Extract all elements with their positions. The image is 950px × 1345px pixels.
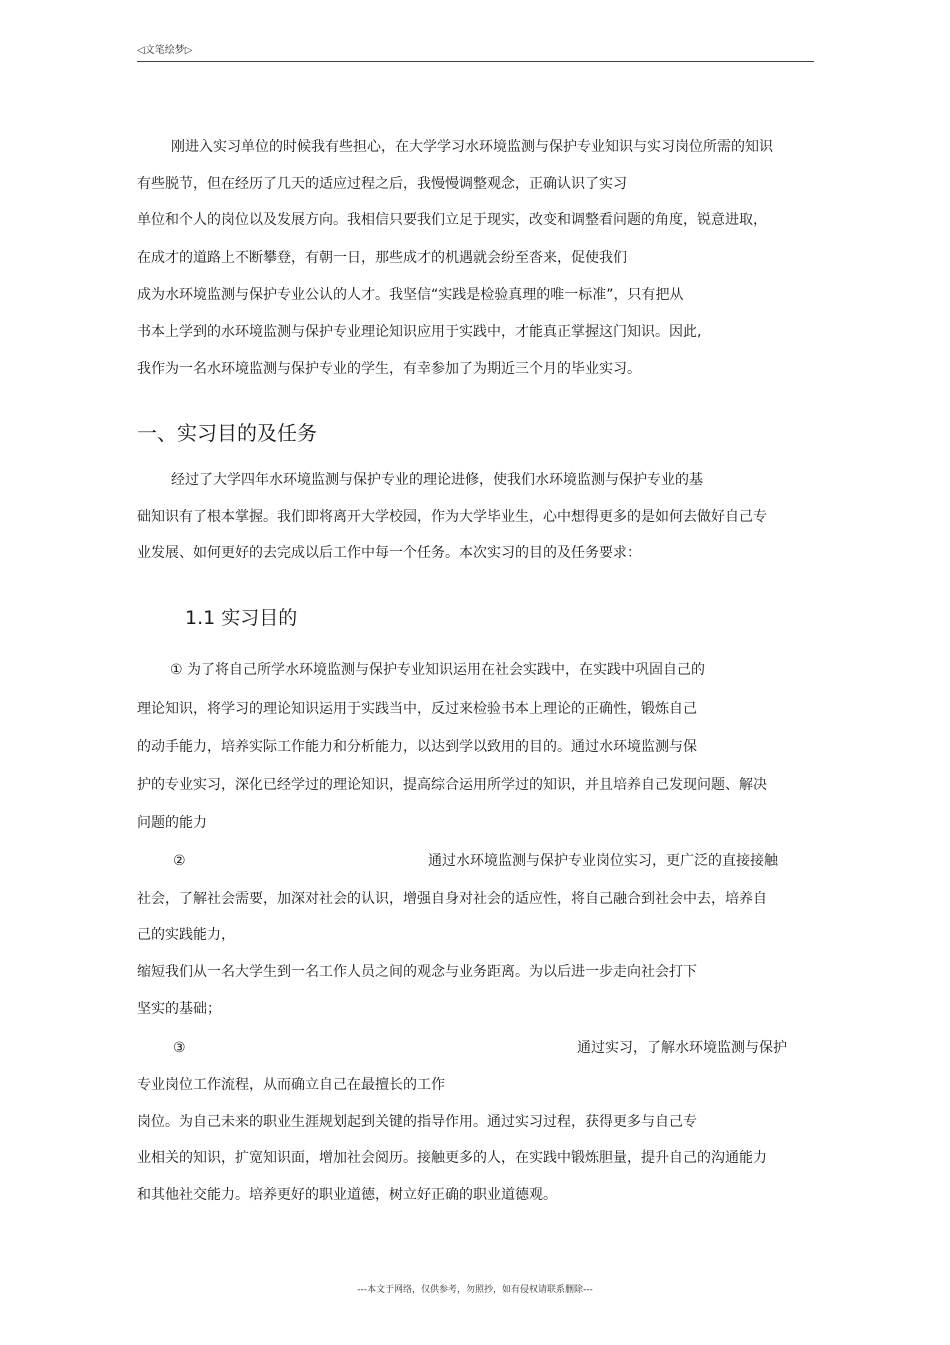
item2-line: 坚实的基础； bbox=[137, 1001, 221, 1017]
item1-line: 的动手能力，培养实际工作能力和分析能力，以达到学以致用的目的。通过水环境监测与保 bbox=[137, 739, 697, 755]
item3-line: 业相关的知识，扩宽知识面，增加社会阅历。接触更多的人，在实践中锻炼胆量，提升自己的沟通能力 bbox=[137, 1150, 767, 1166]
intro-line: 有些脱节，但在经历了几天的适应过程之后，我慢慢调整观念，正确认识了实习 bbox=[137, 176, 627, 192]
section-para-line: 业发展、如何更好的去完成以后工作中每一个任务。本次实习的目的及任务要求： bbox=[137, 545, 641, 561]
item3-marker: ③ bbox=[173, 1040, 186, 1056]
item2-marker: ② bbox=[173, 853, 186, 869]
item3-line: 和其他社交能力。培养更好的职业道德，树立好正确的职业道德观。 bbox=[137, 1187, 557, 1203]
item3-line: 通过实习，了解水环境监测与保护 bbox=[577, 1040, 787, 1056]
item2-line: 社会，了解社会需要，加深对社会的认识，增强自身对社会的适应性，将自己融合到社会中去，培养自 bbox=[137, 891, 767, 907]
item2-line: 己的实践能力， bbox=[137, 927, 235, 943]
intro-line: 我作为一名水环境监测与保护专业的学生，有幸参加了为期近三个月的毕业实习。 bbox=[137, 361, 641, 377]
item3-line: 专业岗位工作流程，从而确立自己在最擅长的工作 bbox=[137, 1077, 445, 1093]
section-para-line: 经过了大学四年水环境监测与保护专业的理论进修，使我们水环境监测与保护专业的基 bbox=[171, 472, 703, 488]
item1-line: 问题的能力 bbox=[137, 815, 207, 831]
item1-line: 护的专业实习，深化已经学过的理论知识，提高综合运用所学过的知识，并且培养自己发现问题、解决 bbox=[137, 777, 767, 793]
section-heading: 一、实习目的及任务 bbox=[137, 421, 317, 445]
item2-line: 缩短我们从一名大学生到一名工作人员之间的观念与业务距离。为以后进一步走向社会打下 bbox=[137, 964, 697, 980]
header-divider bbox=[137, 61, 814, 62]
subsection-heading: 1.1 实习目的 bbox=[185, 607, 298, 629]
item1-line: 理论知识，将学习的理论知识运用于实践当中，反过来检验书本上理论的正确性，锻炼自己 bbox=[137, 701, 697, 717]
intro-line: 在成才的道路上不断攀登，有朝一日，那些成才的机遇就会纷至沓来，促使我们 bbox=[137, 250, 627, 266]
intro-line: 刚进入实习单位的时候我有些担心，在大学学习水环境监测与保护专业知识与实习岗位所需的知识 bbox=[171, 139, 773, 155]
item2-line: 通过水环境监测与保护专业岗位实习，更广泛的直接接触 bbox=[428, 853, 778, 869]
page-header: ◁文笔绘梦▷ bbox=[137, 45, 193, 56]
item1-line: ① 为了将自己所学水环境监测与保护专业知识运用在社会实践中，在实践中巩固自己的 bbox=[170, 662, 705, 678]
intro-line: 单位和个人的岗位以及发展方向。我相信只要我们立足于现实，改变和调整看问题的角度，锐意进取， bbox=[137, 212, 767, 228]
section-para-line: 础知识有了根本掌握。我们即将离开大学校园，作为大学毕业生，心中想得更多的是如何去做好自己专 bbox=[137, 509, 767, 525]
intro-line: 成为水环境监测与保护专业公认的人才。我坚信“实践是检验真理的唯一标准”，只有把从 bbox=[137, 287, 684, 303]
item3-line: 岗位。为自己未来的职业生涯规划起到关键的指导作用。通过实习过程，获得更多与自己专 bbox=[137, 1114, 697, 1130]
intro-line: 书本上学到的水环境监测与保护专业理论知识应用于实践中，才能真正掌握这门知识。因此, bbox=[137, 324, 702, 340]
page-footer: ---本文于网络，仅供参考，勿照抄，如有侵权请联系删除--- bbox=[357, 1285, 593, 1295]
